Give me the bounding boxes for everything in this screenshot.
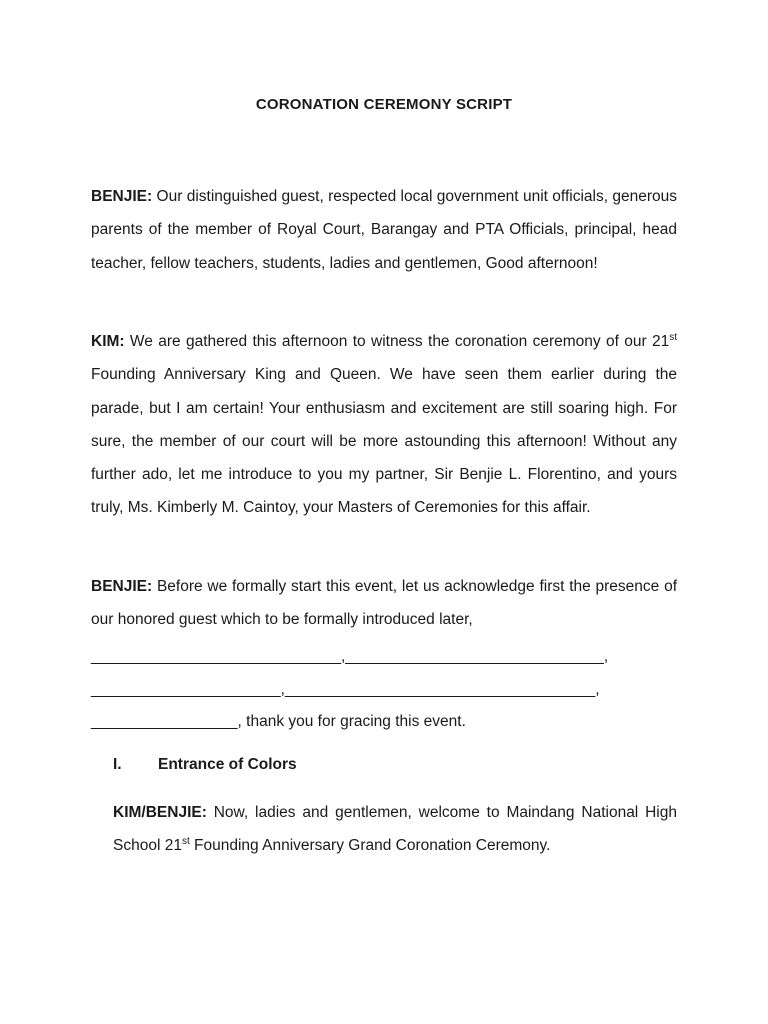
speaker-colon: : <box>147 188 153 205</box>
superscript-ordinal: st <box>181 836 190 848</box>
guest-blank-line-2: ______________________,____________________________________, <box>91 681 600 698</box>
superscript-ordinal: st <box>669 331 677 343</box>
paragraph-benjie-opening <box>91 180 677 280</box>
paragraph-text-continued: Founding Anniversary Grand Coronation Ceremony. <box>189 837 551 855</box>
section-number: I. <box>113 756 122 773</box>
speaker-label: BENJIE: <box>91 578 153 595</box>
paragraph-kim-intro <box>91 325 677 525</box>
paragraph-benjie-acknowledge <box>91 570 677 637</box>
speaker-label: BENJIE <box>91 188 147 205</box>
thank-you-text: , thank you for gracing this event. <box>237 713 466 730</box>
guest-blank: _________________ <box>91 713 238 730</box>
paragraph-kim-benjie-welcome <box>113 796 677 863</box>
section-label: Entrance of Colors <box>158 756 297 773</box>
paragraph-text-continued: Founding Anniversary King and Queen. We have seen them earlier during the parade, but I am certain! Your enthusiasm and excitement are still soaring high. For sure, the member of our court will be more astounding this afternoon! Without any further ado, let me introduce to you my partner, Sir Benjie L. Florentino, and yours truly, Ms. Kimberly M. Caintoy, your Masters of Ceremonies for this affair. <box>91 366 677 517</box>
section-heading <box>113 756 297 774</box>
speaker-label: KIM/BENJIE: <box>113 804 207 821</box>
paragraph-text: We are gathered this afternoon to witness the coronation ceremony of our 21 <box>124 333 670 350</box>
document-title: CORONATION CEREMONY SCRIPT <box>255 96 513 113</box>
paragraph-text: Before we formally start this event, let us acknowledge first the presence of our honored guest which to be formally introduced later, <box>91 578 677 629</box>
paragraph-text: Our distinguished guest, respected local government unit officials, generous parents of the member of Royal Court, Barangay and PTA Officials, principal, head teacher, fellow teachers, students, ladies and gentlemen, Good afternoon! <box>91 188 677 272</box>
guest-blank-line-3 <box>91 705 691 738</box>
speaker-label: KIM <box>91 333 120 350</box>
paragraph-text: Now, ladies and gentlemen, welcome to Maindang National High School 21 <box>113 804 677 855</box>
speaker-colon: : <box>119 333 125 350</box>
guest-blank-line-1: _____________________________,______________________________, <box>91 648 609 665</box>
